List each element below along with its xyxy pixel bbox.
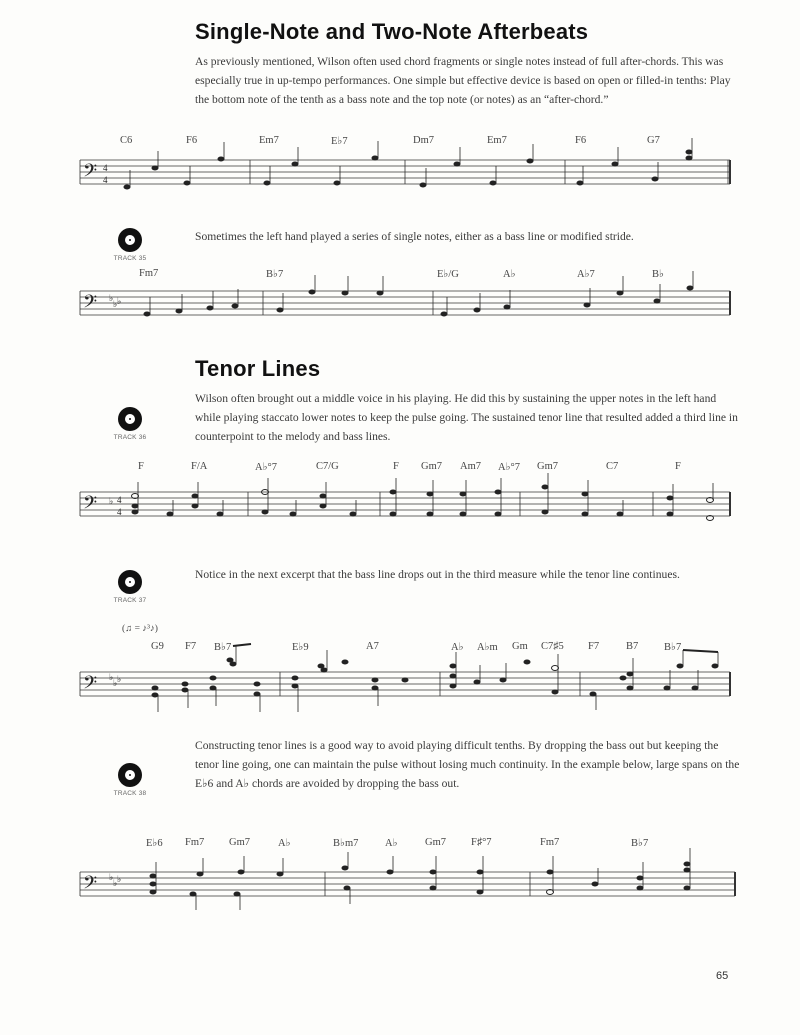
svg-text:♭: ♭ bbox=[117, 874, 122, 884]
chord-symbol: Fm7 bbox=[540, 837, 560, 848]
svg-text:♭: ♭ bbox=[113, 878, 118, 888]
afterbeats-paragraph: As previously mentioned, Wilson often used chord fragments or single notes instead of full after-chords. This was especially true in up-tempo performances. One simple but effective device is based on open or filled-in tenths: Play the bottom note of the tenth as a bass note and the top note (or notes) as an “after-chord.” bbox=[195, 55, 731, 106]
audio-cd-icon[interactable] bbox=[118, 570, 142, 594]
chord-symbol: Gm7 bbox=[425, 837, 446, 848]
svg-text:𝄢: 𝄢 bbox=[83, 291, 98, 316]
chord-symbol: C7/G bbox=[316, 461, 339, 472]
audio-track-36[interactable] bbox=[106, 407, 154, 441]
svg-text:♭: ♭ bbox=[117, 674, 122, 684]
chord-symbol: F7 bbox=[185, 641, 197, 652]
chord-symbol: G9 bbox=[151, 641, 164, 652]
chord-symbol: A♭ bbox=[385, 838, 398, 849]
chord-symbol: A7 bbox=[366, 641, 379, 652]
chord-symbol: E♭/G bbox=[437, 269, 459, 280]
chord-symbol: C6 bbox=[120, 135, 133, 146]
track-label: TRACK 36 bbox=[113, 434, 147, 441]
chord-symbol: F6 bbox=[186, 135, 198, 146]
chord-symbol: E♭7 bbox=[331, 136, 348, 147]
audio-track-35[interactable] bbox=[106, 228, 154, 262]
chord-symbol: A♭ bbox=[503, 269, 516, 280]
svg-text:♭: ♭ bbox=[109, 293, 114, 303]
chord-symbol: F bbox=[138, 461, 144, 472]
chord-symbol: Gm7 bbox=[421, 461, 442, 472]
chord-symbol: B7 bbox=[626, 641, 639, 652]
svg-text:4: 4 bbox=[117, 507, 122, 517]
chord-symbol: B♭7 bbox=[214, 642, 232, 653]
chord-symbol: F♯°7 bbox=[471, 837, 492, 848]
music-staff-example-1 bbox=[75, 150, 735, 200]
track-37-text: Notice in the next excerpt that the bass line drops out in the third measure while the tenor line continues. bbox=[195, 568, 680, 581]
chord-symbol: F/A bbox=[191, 461, 208, 472]
page-number: 65 bbox=[716, 970, 729, 982]
svg-text:4: 4 bbox=[103, 175, 108, 185]
chord-symbol: Gm7 bbox=[537, 461, 558, 472]
track-label: TRACK 38 bbox=[113, 790, 147, 797]
chord-symbol: Fm7 bbox=[139, 268, 159, 279]
chord-symbol: F bbox=[675, 461, 681, 472]
section-heading-tenor-lines: Tenor Lines bbox=[195, 356, 321, 381]
chord-symbol: E♭6 bbox=[146, 838, 163, 849]
chord-symbol: B♭7 bbox=[631, 838, 649, 849]
chord-symbol: Em7 bbox=[487, 135, 507, 146]
tenor-lines-paragraph-2: Constructing tenor lines is a good way to avoid playing difficult tenths. By dropping the bass out but keeping the tenor line going, one can maintain the pulse without losing much continuity. In the example below, large spans on the E♭6 and A♭ chords are avoided by dropping the bass out. bbox=[195, 739, 740, 790]
track-label: TRACK 35 bbox=[113, 255, 147, 262]
chord-symbol: C7 bbox=[606, 461, 619, 472]
svg-text:𝄢: 𝄢 bbox=[83, 672, 98, 697]
track-35-text: Sometimes the left hand played a series of single notes, either as a bass line or modified stride. bbox=[195, 230, 634, 243]
svg-text:♭: ♭ bbox=[109, 672, 114, 682]
chord-symbol: F bbox=[393, 461, 399, 472]
svg-text:𝄢: 𝄢 bbox=[83, 872, 98, 897]
svg-text:♭: ♭ bbox=[113, 678, 118, 688]
chord-symbol: A♭°7 bbox=[255, 462, 277, 473]
chord-symbol: Am7 bbox=[460, 461, 481, 472]
chord-symbol: B♭7 bbox=[664, 642, 682, 653]
svg-text:♭: ♭ bbox=[109, 496, 114, 506]
tenor-lines-paragraph: Wilson often brought out a middle voice in his playing. He did this by sustaining the upper notes in the left hand while playing staccato lower notes to keep the pulse going. The sustained tenor line that resulted added a third line in counterpoint to the melody and bass lines. bbox=[195, 392, 738, 443]
track-label: TRACK 37 bbox=[113, 597, 147, 604]
chord-symbol: A♭m bbox=[477, 642, 498, 653]
chord-symbol: Gm7 bbox=[229, 837, 250, 848]
music-staff-example-4 bbox=[75, 660, 735, 715]
chord-symbol: Gm bbox=[512, 641, 528, 652]
svg-text:4: 4 bbox=[117, 495, 122, 505]
audio-cd-icon[interactable] bbox=[118, 763, 142, 787]
music-staff-example-2 bbox=[75, 283, 735, 333]
swing-marking: (♫ = ♪³♪) bbox=[122, 624, 158, 634]
audio-track-37[interactable] bbox=[106, 570, 154, 604]
audio-cd-icon[interactable] bbox=[118, 228, 142, 252]
chord-symbol: E♭9 bbox=[292, 642, 309, 653]
chord-symbol: Em7 bbox=[259, 135, 279, 146]
svg-text:♭: ♭ bbox=[113, 299, 118, 309]
audio-track-38[interactable] bbox=[106, 763, 154, 797]
chord-symbol: C7♯5 bbox=[541, 641, 564, 652]
chord-symbol: B♭7 bbox=[266, 269, 284, 280]
chord-symbol: G7 bbox=[647, 135, 660, 146]
chord-symbol: A♭ bbox=[451, 642, 464, 653]
chord-symbol: Fm7 bbox=[185, 837, 205, 848]
music-staff-example-3 bbox=[75, 478, 735, 528]
chord-symbol: F7 bbox=[588, 641, 600, 652]
music-staff-example-5 bbox=[75, 858, 740, 913]
chord-symbol: Dm7 bbox=[413, 135, 434, 146]
chord-symbol: B♭ bbox=[652, 269, 664, 280]
svg-text:4: 4 bbox=[103, 163, 108, 173]
svg-text:♭: ♭ bbox=[109, 872, 114, 882]
chord-symbol: A♭7 bbox=[577, 269, 595, 280]
chord-symbol: F6 bbox=[575, 135, 587, 146]
audio-cd-icon[interactable] bbox=[118, 407, 142, 431]
section-heading-afterbeats: Single-Note and Two-Note Afterbeats bbox=[195, 19, 589, 44]
svg-text:𝄢: 𝄢 bbox=[83, 492, 98, 517]
chord-symbol: B♭m7 bbox=[333, 838, 359, 849]
svg-text:𝄢: 𝄢 bbox=[83, 160, 98, 185]
chord-symbol: A♭°7 bbox=[498, 462, 520, 473]
svg-text:♭: ♭ bbox=[117, 296, 122, 306]
chord-symbol: A♭ bbox=[278, 838, 291, 849]
